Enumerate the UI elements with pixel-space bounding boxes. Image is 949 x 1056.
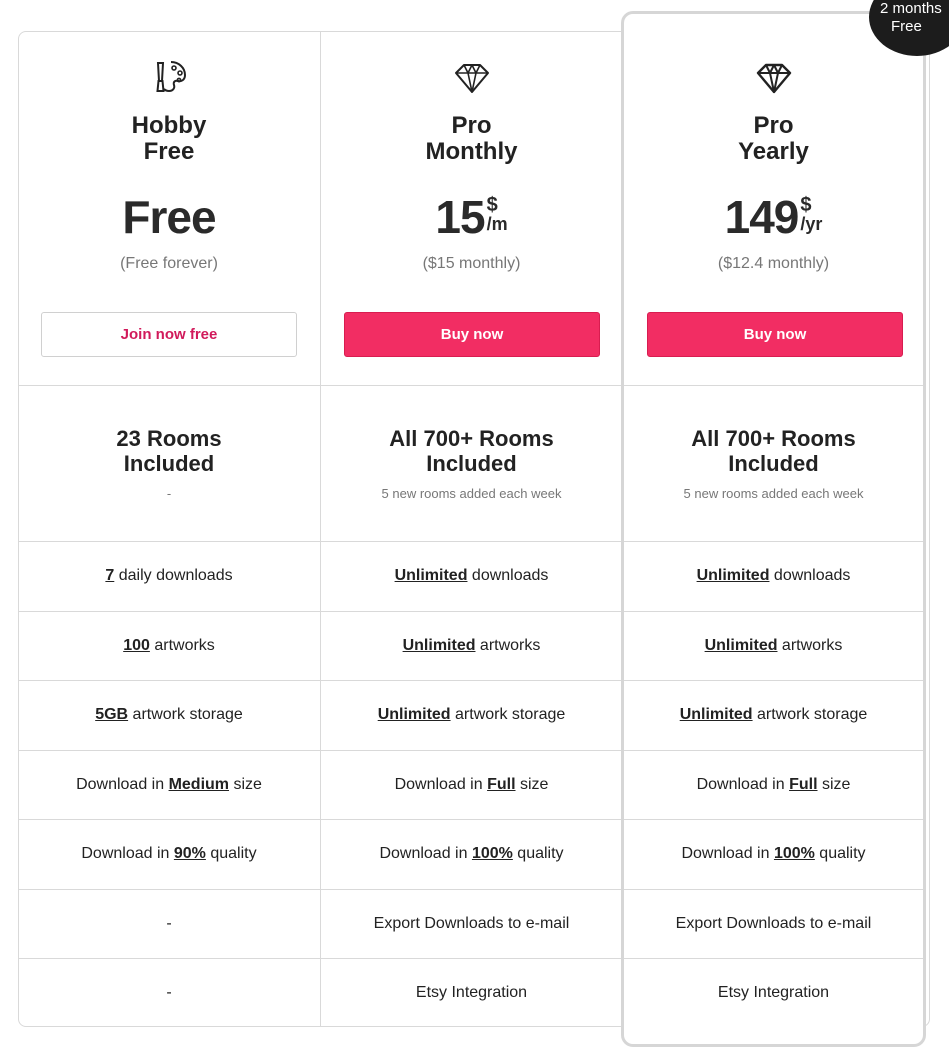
feature-text (705, 637, 843, 655)
feature-text (378, 706, 566, 724)
price-period: /m (486, 214, 508, 234)
badge-line2: Free (891, 18, 922, 35)
price-currency: $ (800, 194, 812, 216)
feature-highlight: Full (487, 775, 516, 793)
feature-row (18, 750, 320, 820)
feature-list (18, 541, 320, 1028)
feature-text (697, 567, 851, 585)
plan-column-pro-monthly (320, 31, 622, 1027)
rooms-title (18, 426, 320, 476)
feature-row (321, 819, 622, 889)
feature-text (416, 984, 527, 1002)
price-value: Free (122, 191, 216, 243)
plan-price (321, 189, 622, 245)
feature-row (321, 680, 622, 750)
join-now-free-button[interactable]: Join now free (41, 312, 297, 357)
feature-value: Export Downloads to e-mail (373, 914, 570, 932)
feature-text (123, 637, 215, 655)
feature-row (321, 750, 622, 820)
rooms-title (321, 426, 622, 476)
price-subtext: (Free forever) (120, 255, 218, 272)
feature-row (18, 541, 320, 611)
feature-row (624, 889, 923, 959)
feature-row (321, 541, 622, 611)
feature-suffix: size (229, 775, 262, 793)
rooms-title-line2: Included (123, 451, 215, 476)
feature-text (395, 776, 549, 794)
feature-highlight: Full (789, 775, 818, 793)
plan-price (624, 189, 923, 245)
feature-row (624, 680, 923, 750)
rooms-section (321, 385, 622, 541)
feature-highlight: Unlimited (704, 636, 778, 654)
feature-suffix: size (515, 775, 549, 793)
plan-name-line2: Monthly (425, 138, 518, 165)
feature-value: Etsy Integration (717, 984, 830, 1002)
rooms-section (624, 385, 923, 541)
feature-suffix: downloads (769, 567, 851, 585)
plan-name-line2: Yearly (738, 138, 809, 165)
feature-suffix: size (817, 775, 851, 793)
rooms-title-line1: 23 Rooms (116, 426, 222, 451)
diamond-filled-icon (754, 57, 794, 97)
buy-now-monthly-button[interactable]: Buy now (344, 312, 600, 357)
feature-highlight: Unlimited (402, 636, 476, 654)
feature-row (321, 958, 622, 1028)
feature-highlight: Unlimited (696, 567, 770, 585)
feature-suffix: artwork storage (752, 706, 868, 724)
price-period: /yr (800, 214, 823, 234)
feature-text (681, 845, 865, 863)
rooms-title-line1: All 700+ Rooms (691, 426, 856, 451)
feature-suffix: artworks (475, 636, 541, 654)
feature-suffix: artworks (149, 636, 215, 654)
feature-highlight: Unlimited (394, 567, 468, 585)
feature-value: - (166, 914, 172, 932)
feature-highlight: Unlimited (679, 706, 753, 724)
plan-name (624, 113, 923, 165)
feature-prefix: Download in (681, 845, 774, 863)
feature-text (95, 706, 243, 724)
feature-text (105, 567, 232, 585)
rooms-title-line1: All 700+ Rooms (389, 426, 554, 451)
feature-highlight: 100% (471, 845, 513, 863)
feature-list (624, 541, 923, 1028)
feature-suffix: downloads (467, 567, 549, 585)
feature-highlight: 7 (105, 567, 115, 585)
feature-row (624, 750, 923, 820)
feature-suffix: artwork storage (128, 706, 243, 724)
feature-text (379, 845, 563, 863)
plan-name (321, 113, 622, 165)
feature-row (624, 958, 923, 1028)
feature-text (403, 637, 541, 655)
feature-row (624, 819, 923, 889)
feature-row (18, 819, 320, 889)
feature-prefix: Download in (696, 775, 790, 793)
feature-highlight: Unlimited (377, 706, 451, 724)
feature-value: - (166, 984, 172, 1002)
feature-row (18, 958, 320, 1028)
feature-row (18, 889, 320, 959)
feature-prefix: Download in (81, 845, 174, 863)
feature-value: Export Downloads to e-mail (675, 914, 872, 932)
feature-row (18, 680, 320, 750)
feature-row (321, 889, 622, 959)
plan-header (321, 31, 622, 385)
feature-prefix: Download in (394, 775, 488, 793)
feature-suffix: artwork storage (450, 706, 566, 724)
plan-name (18, 113, 320, 165)
rooms-note: - (166, 486, 172, 501)
rooms-title (624, 426, 923, 476)
price-value: 149 (724, 191, 799, 243)
feature-suffix: quality (512, 845, 564, 863)
feature-highlight: Medium (168, 775, 230, 793)
feature-suffix: artworks (777, 636, 843, 654)
feature-highlight: 90% (173, 845, 206, 863)
rooms-note: 5 new rooms added each week (381, 486, 562, 501)
plan-header (18, 31, 320, 385)
buy-now-yearly-button[interactable]: Buy now (647, 312, 903, 357)
feature-text (395, 567, 549, 585)
plan-name-line1: Pro (451, 112, 492, 139)
feature-value: Etsy Integration (415, 984, 528, 1002)
feature-text (718, 984, 829, 1002)
rooms-note: 5 new rooms added each week (683, 486, 864, 501)
feature-text (676, 915, 872, 933)
palette-icon (149, 57, 189, 97)
feature-text (680, 706, 868, 724)
price-unit (800, 195, 822, 233)
rooms-section (18, 385, 320, 541)
price-value: 15 (435, 191, 485, 243)
plan-name-line1: Hobby (131, 112, 207, 139)
diamond-icon (452, 57, 492, 97)
price-subtext: ($15 monthly) (422, 255, 521, 272)
feature-text (166, 984, 171, 1002)
feature-suffix: quality (205, 845, 257, 863)
badge-line1: 2 months (880, 0, 942, 17)
plan-column-hobby (18, 31, 320, 1027)
feature-row (624, 611, 923, 681)
plan-name-line1: Pro (753, 112, 794, 139)
rooms-title-line2: Included (426, 451, 517, 476)
feature-text (81, 845, 256, 863)
plan-header (624, 31, 923, 385)
feature-text (76, 776, 262, 794)
feature-text (166, 915, 171, 933)
feature-suffix: quality (814, 845, 866, 863)
feature-row (18, 611, 320, 681)
price-currency: $ (486, 194, 498, 216)
price-subtext: ($12.4 monthly) (717, 255, 830, 272)
feature-highlight: 100% (773, 845, 815, 863)
price-unit (487, 195, 508, 233)
feature-suffix: daily downloads (114, 567, 233, 585)
rooms-title-line2: Included (728, 451, 819, 476)
plan-name-line2: Free (143, 138, 195, 165)
feature-highlight: 5GB (95, 706, 129, 724)
feature-prefix: Download in (76, 775, 169, 793)
feature-row (624, 541, 923, 611)
plan-price (18, 189, 320, 245)
feature-highlight: 100 (123, 636, 150, 654)
feature-list (321, 541, 622, 1028)
feature-text (374, 915, 570, 933)
feature-row (321, 611, 622, 681)
feature-prefix: Download in (379, 845, 472, 863)
feature-text (697, 776, 851, 794)
plan-column-pro-yearly (621, 11, 926, 1047)
